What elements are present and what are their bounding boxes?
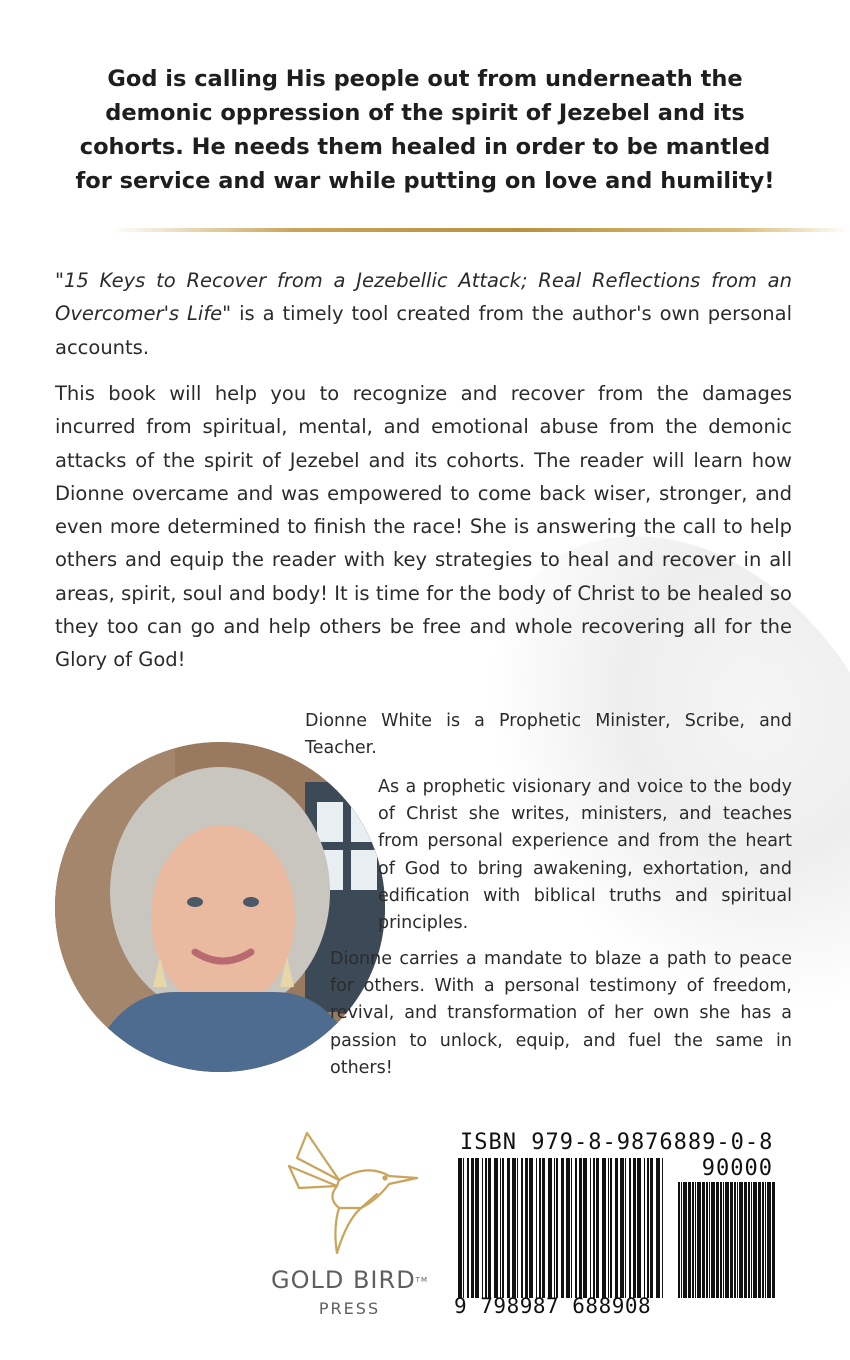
- barcode-bar: [536, 1158, 537, 1298]
- barcode-bar: [739, 1182, 743, 1298]
- barcode-bar: [610, 1158, 612, 1298]
- barcode-bar: [688, 1182, 691, 1298]
- barcode-bar: [571, 1158, 572, 1298]
- barcode-bar: [512, 1158, 516, 1298]
- barcode-bar: [647, 1158, 649, 1298]
- barcode-bar: [725, 1182, 729, 1298]
- barcode-bar: [548, 1158, 552, 1298]
- barcode-bar: [579, 1158, 582, 1298]
- barcode-bar: [488, 1158, 491, 1298]
- barcode-bar: [590, 1158, 591, 1298]
- isbn-barcode: [450, 1130, 785, 1320]
- barcode-bar: [709, 1182, 710, 1298]
- isbn-text: ISBN 979-8-9876889-0-8: [460, 1130, 774, 1155]
- barcode-bar: [566, 1158, 570, 1298]
- barcode-bar: [662, 1158, 663, 1298]
- barcode-bar: [575, 1158, 577, 1298]
- barcode-bar: [471, 1158, 474, 1298]
- barcode-bar: [525, 1158, 528, 1298]
- barcode-bar: [521, 1158, 523, 1298]
- barcode-bar: [720, 1182, 722, 1298]
- barcode-bar: [737, 1182, 738, 1298]
- barcode-bar: [723, 1182, 724, 1298]
- description-intro-rest: is a timely tool created from the author's own personal accounts.: [55, 302, 792, 359]
- barcode-bar: [561, 1158, 564, 1298]
- barcode-bar: [751, 1182, 752, 1298]
- barcode-bar: [463, 1158, 464, 1298]
- barcode-bar: [753, 1182, 757, 1298]
- barcode-bar: [711, 1182, 715, 1298]
- barcode-bar: [692, 1182, 694, 1298]
- barcode-bar: [529, 1158, 533, 1298]
- barcode-bar: [656, 1158, 660, 1298]
- description-intro: [55, 264, 792, 364]
- barcode-bar: [734, 1182, 736, 1298]
- barcode-bar: [681, 1182, 682, 1298]
- publisher-sub: PRESS: [318, 1299, 381, 1318]
- ean-digits: 9 798987 688908: [454, 1294, 652, 1318]
- tagline: God is calling His people out from underneath the demonic oppression of the spirit of Jezebel and its cohorts. He needs them healed in order to be mantled for service and war while putting on love and humility!: [75, 66, 775, 194]
- barcode-bar: [730, 1182, 733, 1298]
- barcode-bar: [744, 1182, 747, 1298]
- barcode-bar: [716, 1182, 719, 1298]
- barcode-bar: [629, 1158, 631, 1298]
- barcode-bar: [615, 1158, 618, 1298]
- barcode-bar: [593, 1158, 595, 1298]
- barcode-bar: [602, 1158, 606, 1298]
- barcode-bar: [596, 1158, 599, 1298]
- barcode-bar: [748, 1182, 750, 1298]
- barcode-bar: [644, 1158, 645, 1298]
- barcode-bar: [542, 1158, 545, 1298]
- barcode-bar: [702, 1182, 705, 1298]
- barcode-bar: [485, 1158, 487, 1298]
- barcode-bar: [608, 1158, 609, 1298]
- description-paragraph: This book will help you to recognize and recover from the damages incurred from spiritual, mental, and emotional abuse from the demonic attacks of the spirit of Jezebel and its cohorts. The reader will learn how Dionne overcame and was empowered to come back wiser, stronger, and even more determined to finish the race! She is answering the call to help others and equip the reader with key strategies to heal and recover in all areas, spirit, soul and body! It is time for the body of Christ to be healed so they too can go and help others be free and whole recovering all for the Glory of God!: [55, 382, 792, 672]
- barcode-bar: [482, 1158, 483, 1298]
- author-bio-visionary: As a prophetic visionary and voice to the body of Christ she writes, ministers, and teaches from personal experience and from the heart of God to bring awakening, exhortation, and edification with biblical truths and spiritual principles.: [378, 777, 792, 934]
- barcode-bar: [494, 1158, 498, 1298]
- barcode-bar: [458, 1158, 462, 1298]
- trademark-mark: TM: [415, 1276, 428, 1284]
- barcode-bar: [637, 1158, 641, 1298]
- barcode-bar: [539, 1158, 541, 1298]
- barcode-bar: [683, 1182, 687, 1298]
- barcode-bar: [762, 1182, 764, 1298]
- barcode-bar: [475, 1158, 479, 1298]
- barcode-bar: [706, 1182, 708, 1298]
- barcode-bar: [554, 1158, 555, 1298]
- author-bio-mandate: Dionne carries a mandate to blaze a path to peace for others. With a personal testimony of freedom, revival, and transformation of her own she has a passion to unlock, equip, and fuel the same in others!: [330, 949, 792, 1078]
- barcode-bar: [697, 1182, 701, 1298]
- barcode-bar: [633, 1158, 636, 1298]
- barcode-bar: [650, 1158, 653, 1298]
- barcode-bar: [620, 1158, 624, 1298]
- barcode-bar: [502, 1158, 504, 1298]
- publisher-name: GOLD BIRD™: [271, 1266, 428, 1294]
- price-code: 90000: [701, 1156, 773, 1181]
- barcode-bar: [467, 1158, 469, 1298]
- barcode-bar: [678, 1182, 680, 1298]
- barcode-bar: [695, 1182, 696, 1298]
- gold-divider: [110, 228, 850, 232]
- barcode-bar: [765, 1182, 766, 1298]
- barcode-bar: [507, 1158, 510, 1298]
- barcode-bar: [772, 1182, 775, 1298]
- barcode-bar: [583, 1158, 587, 1298]
- publisher-logo: [262, 1128, 437, 1320]
- barcode-bar: [517, 1158, 518, 1298]
- book-title-quote: "15 Keys to Recover from a Jezebellic Attack; Real Reflections from an Overcomer's Life": [55, 269, 792, 326]
- author-bio-intro: Dionne White is a Prophetic Minister, Scribe, and Teacher.: [305, 711, 792, 759]
- hummingbird-icon: [277, 1128, 422, 1258]
- barcode-bar: [625, 1158, 626, 1298]
- barcode-bar: [556, 1158, 558, 1298]
- barcode-bar: [500, 1158, 501, 1298]
- barcode-bar: [767, 1182, 771, 1298]
- barcode-bar: [758, 1182, 761, 1298]
